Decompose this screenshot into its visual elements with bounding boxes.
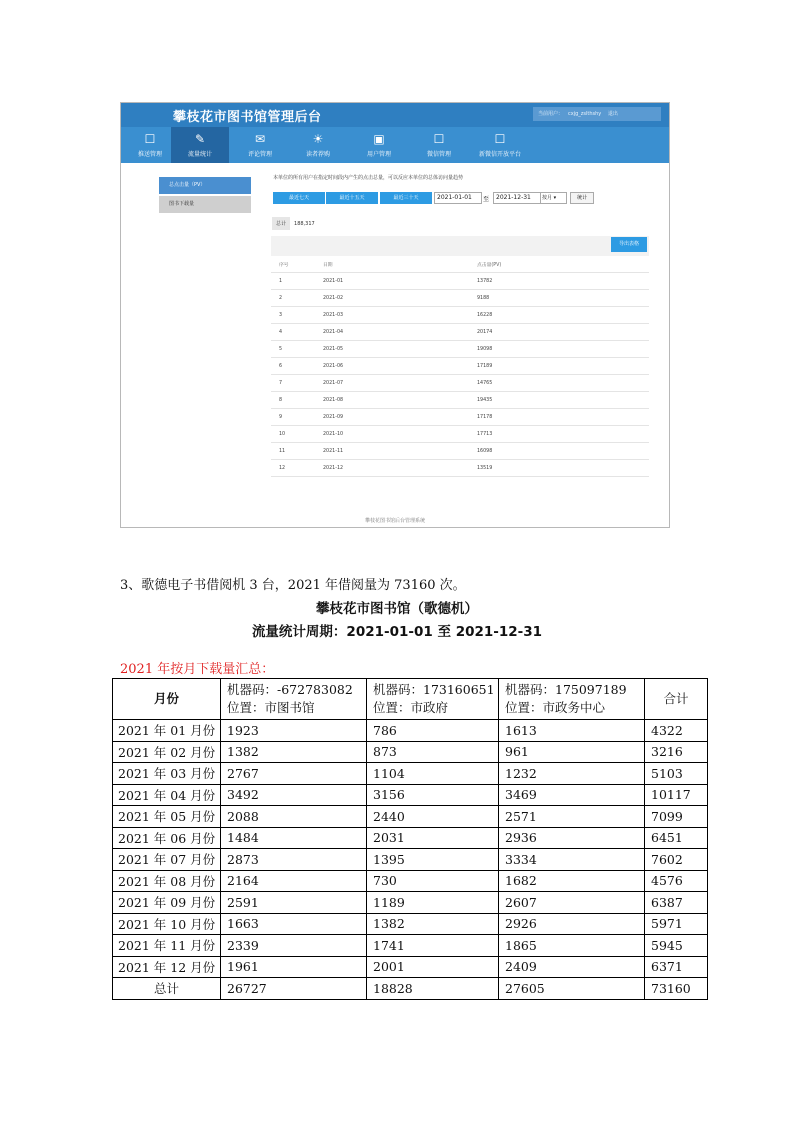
pv-cell-date: 2021-11 bbox=[323, 443, 477, 460]
value-cell: 1189 bbox=[367, 892, 499, 914]
total-cell: 7099 bbox=[645, 806, 708, 828]
value-cell: 2571 bbox=[499, 806, 645, 828]
month-cell: 2021 年 10 月份 bbox=[113, 913, 221, 935]
square-icon: ☐ bbox=[433, 132, 445, 146]
pv-table-row bbox=[271, 460, 649, 477]
value-cell: 786 bbox=[367, 720, 499, 742]
col-machine-3: 机器码：175097189 位置：市政务中心 bbox=[499, 679, 645, 720]
total-cell: 4576 bbox=[645, 870, 708, 892]
pv-cell-index: 7 bbox=[279, 375, 323, 392]
pv-cell-index: 9 bbox=[279, 409, 323, 426]
value-cell: 2409 bbox=[499, 956, 645, 978]
date-from-input[interactable]: 2021-01-01 bbox=[434, 192, 482, 204]
user-label: 当前用户： bbox=[538, 111, 564, 117]
pv-cell-index: 5 bbox=[279, 341, 323, 358]
total-cell: 5103 bbox=[645, 763, 708, 785]
value-cell: 2088 bbox=[221, 806, 367, 828]
sidebar-item-book-downloads[interactable]: 图书下载量 bbox=[159, 196, 251, 213]
table-row bbox=[113, 784, 708, 806]
pv-cell-index: 1 bbox=[279, 273, 323, 290]
pv-cell-date: 2021-10 bbox=[323, 426, 477, 443]
square-icon: ☐ bbox=[144, 132, 156, 146]
value-cell: 2440 bbox=[367, 806, 499, 828]
pv-cell-date: 2021-05 bbox=[323, 341, 477, 358]
value-cell: 2936 bbox=[499, 827, 645, 849]
total-value-cell: 18828 bbox=[367, 978, 499, 1000]
table-row bbox=[113, 806, 708, 828]
value-cell: 2591 bbox=[221, 892, 367, 914]
value-cell: 3492 bbox=[221, 784, 367, 806]
value-cell: 1484 bbox=[221, 827, 367, 849]
pv-cell-date: 2021-08 bbox=[323, 392, 477, 409]
value-cell: 3156 bbox=[367, 784, 499, 806]
value-cell: 3334 bbox=[499, 849, 645, 871]
pv-cell-date: 2021-12 bbox=[323, 460, 477, 477]
export-table-button[interactable]: 导出表格 bbox=[611, 237, 647, 252]
date-separator: 至 bbox=[483, 196, 490, 203]
value-cell: 2001 bbox=[367, 956, 499, 978]
value-cell: 1395 bbox=[367, 849, 499, 871]
total-cell: 6451 bbox=[645, 827, 708, 849]
value-cell: 1682 bbox=[499, 870, 645, 892]
value-cell: 1104 bbox=[367, 763, 499, 785]
pv-table-row bbox=[271, 324, 649, 341]
pv-table-row bbox=[271, 392, 649, 409]
value-cell: 1741 bbox=[367, 935, 499, 957]
chevron-down-icon: ▾ bbox=[553, 195, 557, 201]
value-cell: 1382 bbox=[221, 741, 367, 763]
pv-table-row bbox=[271, 375, 649, 392]
last-7-days-button[interactable]: 最近七天 bbox=[273, 192, 325, 204]
pv-cell-count: 20174 bbox=[477, 324, 649, 341]
month-cell: 2021 年 06 月份 bbox=[113, 827, 221, 849]
screenshot-footer: 攀枝花图书馆后台管理系统 bbox=[364, 518, 425, 524]
pv-cell-index: 12 bbox=[279, 460, 323, 477]
pv-cell-count: 19098 bbox=[477, 341, 649, 358]
nav-wechat-management[interactable]: ☐ 微信管理 bbox=[410, 127, 468, 163]
month-cell: 2021 年 11 月份 bbox=[113, 935, 221, 957]
pv-cell-count: 16098 bbox=[477, 443, 649, 460]
total-value-cell: 27605 bbox=[499, 978, 645, 1000]
total-cell: 7602 bbox=[645, 849, 708, 871]
month-cell: 2021 年 03 月份 bbox=[113, 763, 221, 785]
total-cell: 5971 bbox=[645, 913, 708, 935]
doc-title: 攀枝花市图书馆（歌德机） bbox=[316, 601, 478, 617]
nav-push-management[interactable]: ☐ 推送管理 bbox=[121, 127, 179, 163]
table-caption: 2021 年按月下载量汇总： bbox=[120, 662, 275, 677]
pv-cell-index: 6 bbox=[279, 358, 323, 375]
table-header-row bbox=[113, 679, 708, 720]
table-row bbox=[113, 913, 708, 935]
sidebar-item-total-pv[interactable]: 总点击量（PV） bbox=[159, 177, 251, 194]
main-nav bbox=[121, 127, 669, 163]
pv-col-count: 点击量(PV) bbox=[477, 256, 649, 273]
total-row bbox=[113, 978, 708, 1000]
pv-cell-index: 10 bbox=[279, 426, 323, 443]
pv-cell-date: 2021-04 bbox=[323, 324, 477, 341]
value-cell: 3469 bbox=[499, 784, 645, 806]
pv-col-date: 日期 bbox=[323, 256, 477, 273]
total-label-cell: 总计 bbox=[113, 978, 221, 1000]
table-row bbox=[113, 956, 708, 978]
doc-subtitle: 流量统计周期：2021-01-01 至 2021-12-31 bbox=[251, 624, 543, 640]
nav-new-wechat-platform[interactable]: ☐ 新微信开放平台 bbox=[470, 127, 530, 163]
table-row bbox=[113, 763, 708, 785]
user-info bbox=[533, 107, 661, 121]
month-cell: 2021 年 12 月份 bbox=[113, 956, 221, 978]
export-bar bbox=[271, 236, 649, 256]
pv-table-row bbox=[271, 426, 649, 443]
pv-table-row bbox=[271, 273, 649, 290]
value-cell: 2339 bbox=[221, 935, 367, 957]
value-cell: 1382 bbox=[367, 913, 499, 935]
value-cell: 2926 bbox=[499, 913, 645, 935]
date-to-input[interactable]: 2021-12-31 bbox=[493, 192, 541, 204]
last-15-days-button[interactable]: 最近十五天 bbox=[326, 192, 378, 204]
edit-icon: ✎ bbox=[194, 132, 206, 146]
embedded-screenshot bbox=[120, 102, 670, 528]
pv-cell-index: 3 bbox=[279, 307, 323, 324]
value-cell: 2767 bbox=[221, 763, 367, 785]
pv-table-row bbox=[271, 307, 649, 324]
pv-cell-count: 16228 bbox=[477, 307, 649, 324]
pv-table-header bbox=[271, 256, 649, 273]
total-value: 188,317 bbox=[294, 221, 315, 227]
pv-cell-date: 2021-07 bbox=[323, 375, 477, 392]
pv-cell-count: 17713 bbox=[477, 426, 649, 443]
app-header bbox=[121, 103, 669, 127]
pv-cell-count: 13519 bbox=[477, 460, 649, 477]
stat-button[interactable]: 统计 bbox=[570, 192, 594, 204]
total-cell: 6387 bbox=[645, 892, 708, 914]
total-summary bbox=[272, 217, 315, 230]
month-cell: 2021 年 09 月份 bbox=[113, 892, 221, 914]
nav-traffic-stats[interactable]: ✎ 流量统计 bbox=[171, 127, 229, 163]
nav-user-management[interactable]: ▣ 用户管理 bbox=[350, 127, 408, 163]
table-row bbox=[113, 720, 708, 742]
pv-table-row bbox=[271, 443, 649, 460]
total-cell: 10117 bbox=[645, 784, 708, 806]
pv-cell-index: 4 bbox=[279, 324, 323, 341]
month-cell: 2021 年 05 月份 bbox=[113, 806, 221, 828]
value-cell: 2031 bbox=[367, 827, 499, 849]
stats-description: 本单位的所有用户在指定时间段内产生的点击总量，可以反应本单位的总体访问量趋势 bbox=[273, 175, 464, 181]
pv-table bbox=[271, 256, 649, 477]
last-30-days-button[interactable]: 最近三十天 bbox=[380, 192, 432, 204]
table-row bbox=[113, 827, 708, 849]
user-name: cxjg_zslthshy bbox=[568, 111, 602, 117]
value-cell: 1923 bbox=[221, 720, 367, 742]
month-cell: 2021 年 07 月份 bbox=[113, 849, 221, 871]
granularity-select[interactable]: 按月 ▾ bbox=[540, 192, 567, 204]
pv-cell-count: 17189 bbox=[477, 358, 649, 375]
value-cell: 2873 bbox=[221, 849, 367, 871]
monthly-download-table bbox=[112, 678, 708, 1000]
pv-cell-date: 2021-03 bbox=[323, 307, 477, 324]
pv-table-row bbox=[271, 358, 649, 375]
total-cell: 5945 bbox=[645, 935, 708, 957]
col-machine-1: 机器码：-672783082 位置：市图书馆 bbox=[221, 679, 367, 720]
value-cell: 961 bbox=[499, 741, 645, 763]
total-cell: 6371 bbox=[645, 956, 708, 978]
pv-table-row bbox=[271, 341, 649, 358]
sidebar bbox=[159, 177, 251, 215]
pv-cell-count: 17178 bbox=[477, 409, 649, 426]
table-row bbox=[113, 892, 708, 914]
pv-table-row bbox=[271, 290, 649, 307]
app-title: 攀枝花市图书馆管理后台 bbox=[173, 110, 322, 125]
mail-icon: ✉ bbox=[254, 132, 266, 146]
pv-cell-date: 2021-02 bbox=[323, 290, 477, 307]
value-cell: 730 bbox=[367, 870, 499, 892]
nav-comment-management[interactable]: ✉ 评论管理 bbox=[231, 127, 289, 163]
pv-table-row bbox=[271, 409, 649, 426]
month-cell: 2021 年 02 月份 bbox=[113, 741, 221, 763]
pv-col-index: 序号 bbox=[279, 256, 323, 273]
total-cell: 4322 bbox=[645, 720, 708, 742]
value-cell: 873 bbox=[367, 741, 499, 763]
pv-cell-date: 2021-06 bbox=[323, 358, 477, 375]
logout-link[interactable]: 退出 bbox=[607, 111, 618, 117]
pv-cell-index: 2 bbox=[279, 290, 323, 307]
pv-cell-date: 2021-01 bbox=[323, 273, 477, 290]
table-row bbox=[113, 870, 708, 892]
month-cell: 2021 年 08 月份 bbox=[113, 870, 221, 892]
col-machine-2: 机器码：173160651 位置：市政府 bbox=[367, 679, 499, 720]
pv-cell-count: 19435 bbox=[477, 392, 649, 409]
value-cell: 1961 bbox=[221, 956, 367, 978]
pv-cell-index: 11 bbox=[279, 443, 323, 460]
total-value-cell: 26727 bbox=[221, 978, 367, 1000]
user-card-icon: ▣ bbox=[373, 132, 385, 146]
nav-reader-recommend[interactable]: ☀ 读者荐购 bbox=[289, 127, 347, 163]
value-cell: 1232 bbox=[499, 763, 645, 785]
value-cell: 2164 bbox=[221, 870, 367, 892]
total-value-cell: 73160 bbox=[645, 978, 708, 1000]
paragraph: 3、歌德电子书借阅机 3 台，2021 年借阅量为 73160 次。 bbox=[120, 578, 466, 593]
pv-cell-date: 2021-09 bbox=[323, 409, 477, 426]
pv-cell-count: 14765 bbox=[477, 375, 649, 392]
square-icon: ☐ bbox=[494, 132, 506, 146]
total-label: 总计 bbox=[272, 217, 290, 230]
pv-cell-count: 13782 bbox=[477, 273, 649, 290]
value-cell: 1865 bbox=[499, 935, 645, 957]
pv-cell-index: 8 bbox=[279, 392, 323, 409]
table-row bbox=[113, 935, 708, 957]
total-cell: 3216 bbox=[645, 741, 708, 763]
value-cell: 1613 bbox=[499, 720, 645, 742]
value-cell: 2607 bbox=[499, 892, 645, 914]
month-cell: 2021 年 01 月份 bbox=[113, 720, 221, 742]
table-row bbox=[113, 741, 708, 763]
month-cell: 2021 年 04 月份 bbox=[113, 784, 221, 806]
col-month: 月份 bbox=[113, 679, 221, 720]
pv-cell-count: 9188 bbox=[477, 290, 649, 307]
col-total: 合计 bbox=[645, 679, 708, 720]
sun-icon: ☀ bbox=[312, 132, 324, 146]
table-row bbox=[113, 849, 708, 871]
value-cell: 1663 bbox=[221, 913, 367, 935]
